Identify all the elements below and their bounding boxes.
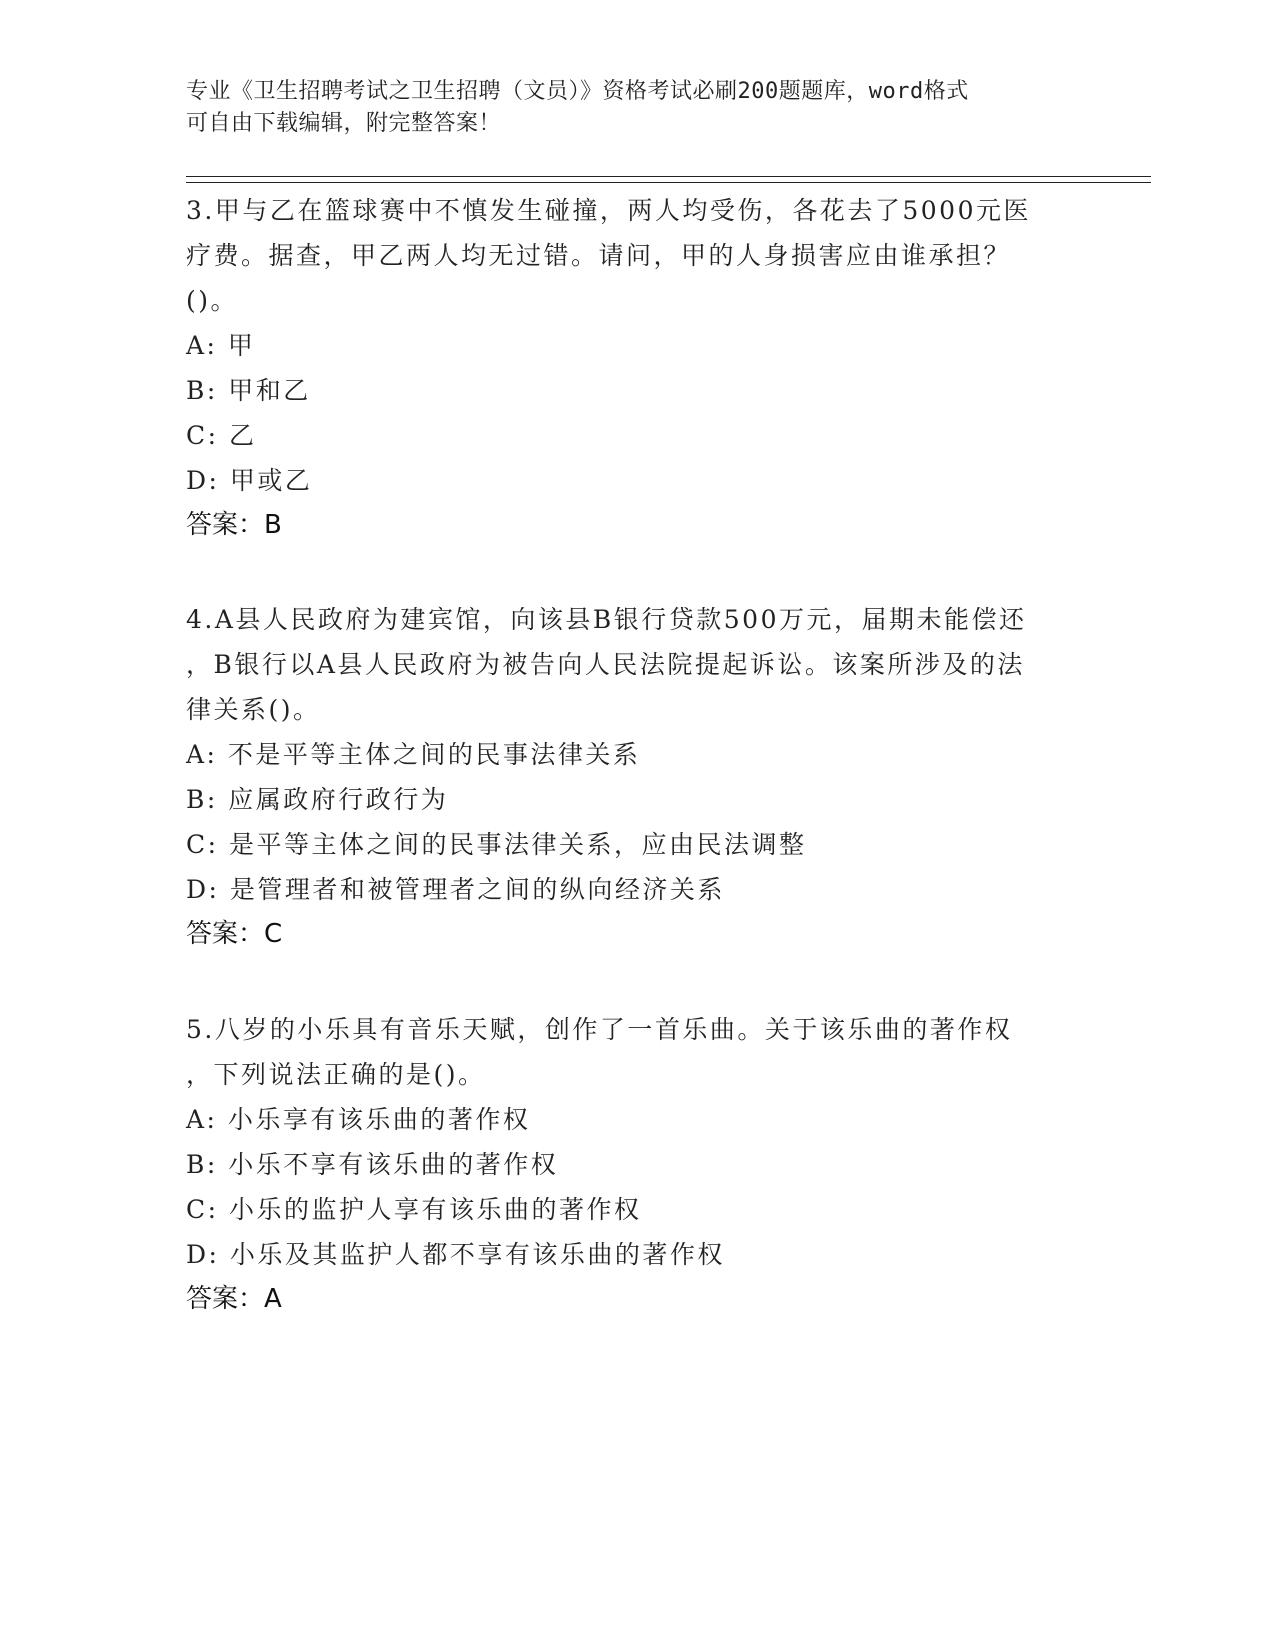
option-d: D: 是管理者和被管理者之间的纵向经济关系 <box>186 875 725 904</box>
option-a: A: 甲 <box>186 331 256 360</box>
answer: 答案：C <box>186 919 283 949</box>
option-b: B: 小乐不享有该乐曲的著作权 <box>186 1150 559 1179</box>
stem-line: 律关系()。 <box>186 695 321 724</box>
stem-line: ，B银行以A县人民政府为被告向人民法院提起诉讼。该案所涉及的法 <box>186 650 1025 679</box>
stem-line: ，下列说法正确的是()。 <box>186 1060 486 1089</box>
stem-line: 5.八岁的小乐具有音乐天赋，创作了一首乐曲。关于该乐曲的著作权 <box>186 1015 1013 1044</box>
option-c: C: 乙 <box>186 421 257 450</box>
header-line-2: 可自由下载编辑，附完整答案！ <box>186 111 502 136</box>
stem-line: ()。 <box>186 286 239 315</box>
option-d: D: 小乐及其监护人都不享有该乐曲的著作权 <box>186 1240 725 1269</box>
header-line-1: 专业《卫生招聘考试之卫生招聘（文员）》资格考试必刷200题题库，word格式 <box>186 79 969 104</box>
question-4 <box>186 597 1086 957</box>
answer: 答案：A <box>186 1284 282 1314</box>
option-a: A: 小乐享有该乐曲的著作权 <box>186 1105 531 1134</box>
option-b: B: 应属政府行政行为 <box>186 785 449 814</box>
option-a: A: 不是平等主体之间的民事法律关系 <box>186 740 641 769</box>
option-c: C: 是平等主体之间的民事法律关系，应由民法调整 <box>186 830 807 859</box>
question-5 <box>186 1007 1086 1322</box>
header-divider-top <box>186 176 1151 177</box>
stem-line: 4.A县人民政府为建宾馆，向该县B银行贷款500万元，届期未能偿还 <box>186 605 1027 634</box>
header-divider-bottom <box>186 182 1151 183</box>
question-3 <box>186 188 1086 548</box>
document-header <box>186 76 1086 140</box>
question-stem <box>186 597 1086 732</box>
answer: 答案：B <box>186 510 282 540</box>
question-stem <box>186 1007 1086 1097</box>
option-b: B: 甲和乙 <box>186 376 311 405</box>
stem-line: 疗费。据查，甲乙两人均无过错。请问，甲的人身损害应由谁承担？ <box>186 241 1012 270</box>
stem-line: 3.甲与乙在篮球赛中不慎发生碰撞，两人均受伤，各花去了5000元医 <box>186 196 1031 225</box>
option-d: D: 甲或乙 <box>186 466 313 495</box>
question-stem <box>186 188 1086 323</box>
option-c: C: 小乐的监护人享有该乐曲的著作权 <box>186 1195 642 1224</box>
